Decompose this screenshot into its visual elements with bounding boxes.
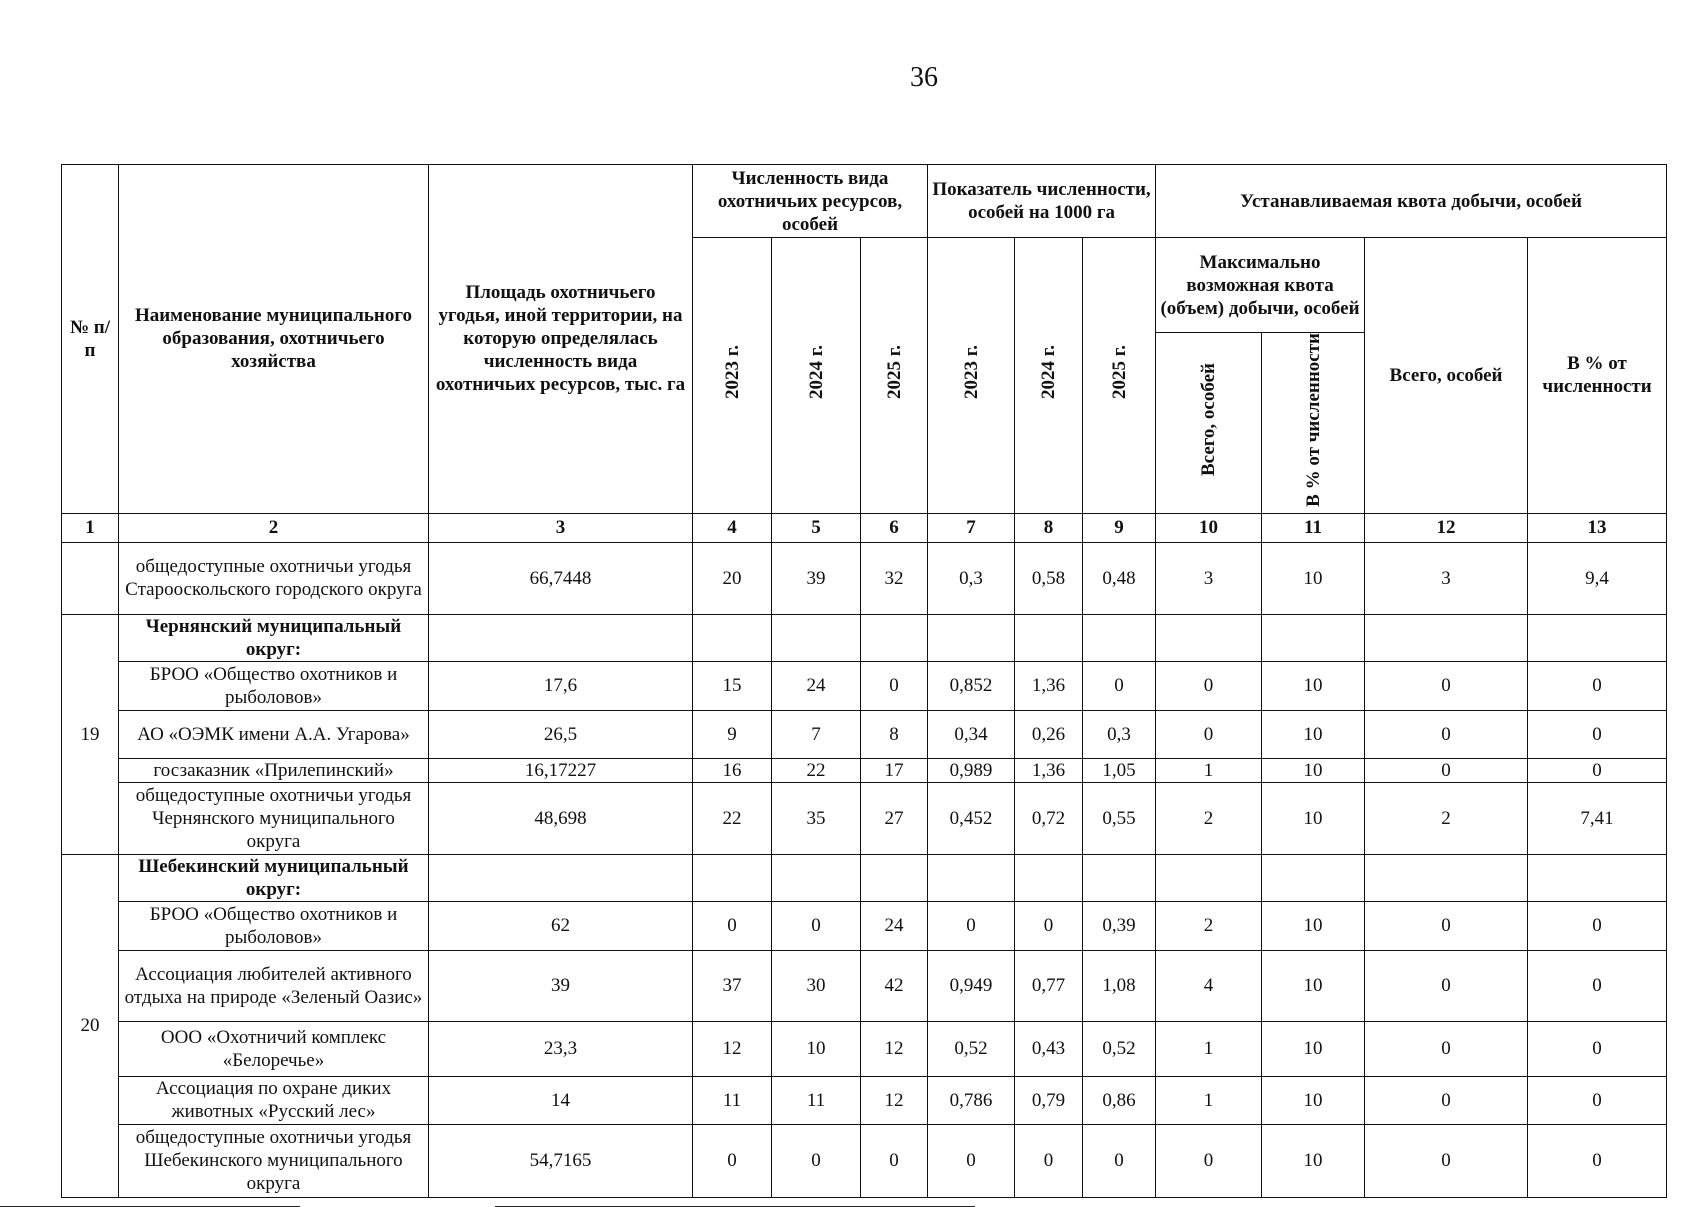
value-cell: 0 xyxy=(1528,1076,1667,1124)
row-number: 19 xyxy=(62,614,119,854)
value-cell: 22 xyxy=(693,782,772,854)
value-cell: 16 xyxy=(693,758,772,782)
value-cell: 1 xyxy=(1156,1021,1262,1076)
value-cell: 0,989 xyxy=(928,758,1015,782)
value-cell: 0 xyxy=(861,1124,928,1197)
value-cell: 35 xyxy=(772,782,861,854)
value-cell: 0 xyxy=(1528,758,1667,782)
value-cell: 0 xyxy=(1083,661,1156,710)
value-cell: 0,3 xyxy=(1083,710,1156,758)
table-row xyxy=(62,950,1667,1021)
column-number: 2 xyxy=(119,513,429,542)
table-body xyxy=(62,513,1667,1197)
value-cell: 2 xyxy=(1156,782,1262,854)
table-row xyxy=(62,710,1667,758)
value-cell: 16,17227 xyxy=(429,758,693,782)
value-cell: 7 xyxy=(772,710,861,758)
value-cell: 0 xyxy=(693,901,772,950)
value-cell: 1,36 xyxy=(1015,758,1083,782)
value-cell: 0,52 xyxy=(1083,1021,1156,1076)
table-row xyxy=(62,758,1667,782)
value-cell: 10 xyxy=(772,1021,861,1076)
header-density: Показатель численности, особей на 1000 га xyxy=(928,165,1156,238)
value-cell: 11 xyxy=(693,1076,772,1124)
row-number: 20 xyxy=(62,854,119,1197)
hunting-quota-table xyxy=(61,164,1667,1198)
value-cell: 4 xyxy=(1156,950,1262,1021)
entity-name: Ассоциация по охране диких животных «Русский лес» xyxy=(119,1076,429,1124)
empty-cell xyxy=(693,614,772,661)
header-name: Наименование муниципального образования, охотничьего хозяйства xyxy=(119,165,429,514)
value-cell: 0 xyxy=(1083,1124,1156,1197)
column-number-row xyxy=(62,513,1667,542)
group-row xyxy=(62,854,1667,901)
header-density-2025: 2025 г. xyxy=(1083,238,1156,514)
value-cell: 0,52 xyxy=(928,1021,1015,1076)
empty-cell xyxy=(1156,854,1262,901)
table-row xyxy=(62,1021,1667,1076)
entity-name: АО «ОЭМК имени А.А. Угарова» xyxy=(119,710,429,758)
value-cell: 10 xyxy=(1262,661,1365,710)
group-name: Чернянский муниципальный округ: xyxy=(119,614,429,661)
value-cell: 0 xyxy=(1156,1124,1262,1197)
value-cell: 0,786 xyxy=(928,1076,1015,1124)
empty-cell xyxy=(772,854,861,901)
empty-cell xyxy=(861,614,928,661)
header-quota: Устанавливаемая квота добычи, особей xyxy=(1156,165,1667,238)
value-cell: 11 xyxy=(772,1076,861,1124)
empty-cell xyxy=(1156,614,1262,661)
value-cell: 24 xyxy=(772,661,861,710)
column-number: 11 xyxy=(1262,513,1365,542)
value-cell: 23,3 xyxy=(429,1021,693,1076)
empty-cell xyxy=(1015,614,1083,661)
table-row xyxy=(62,782,1667,854)
value-cell: 0 xyxy=(1365,1076,1528,1124)
table-row xyxy=(62,542,1667,614)
group-name: Шебекинский муниципальный округ: xyxy=(119,854,429,901)
value-cell: 48,698 xyxy=(429,782,693,854)
value-cell: 0,3 xyxy=(928,542,1015,614)
value-cell: 1 xyxy=(1156,1076,1262,1124)
value-cell: 24 xyxy=(861,901,928,950)
value-cell: 0 xyxy=(1528,1124,1667,1197)
value-cell: 9 xyxy=(693,710,772,758)
value-cell: 0 xyxy=(1156,661,1262,710)
empty-cell xyxy=(693,854,772,901)
value-cell: 17,6 xyxy=(429,661,693,710)
column-number: 12 xyxy=(1365,513,1528,542)
value-cell: 20 xyxy=(693,542,772,614)
value-cell: 0 xyxy=(1365,1124,1528,1197)
empty-cell xyxy=(1365,854,1528,901)
value-cell: 0 xyxy=(928,901,1015,950)
empty-cell xyxy=(772,614,861,661)
empty-cell xyxy=(1528,614,1667,661)
value-cell: 0 xyxy=(928,1124,1015,1197)
entity-name: общедоступные охотничьи угодья Старооскольского городского округа xyxy=(119,542,429,614)
header-max-quota: Максимально возможная квота (объем) добычи, особей xyxy=(1156,238,1365,333)
empty-cell xyxy=(429,854,693,901)
value-cell: 0,48 xyxy=(1083,542,1156,614)
value-cell: 0 xyxy=(1365,950,1528,1021)
value-cell: 62 xyxy=(429,901,693,950)
value-cell: 27 xyxy=(861,782,928,854)
value-cell: 0 xyxy=(1528,661,1667,710)
value-cell: 0,452 xyxy=(928,782,1015,854)
entity-name: общедоступные охотничьи угодья Шебекинского муниципального округа xyxy=(119,1124,429,1197)
value-cell: 0 xyxy=(1365,710,1528,758)
column-number: 13 xyxy=(1528,513,1667,542)
value-cell: 10 xyxy=(1262,1076,1365,1124)
table-row xyxy=(62,1076,1667,1124)
value-cell: 0 xyxy=(1365,901,1528,950)
value-cell: 9,4 xyxy=(1528,542,1667,614)
value-cell: 1,05 xyxy=(1083,758,1156,782)
column-number: 3 xyxy=(429,513,693,542)
value-cell: 10 xyxy=(1262,901,1365,950)
empty-cell xyxy=(429,614,693,661)
value-cell: 0,39 xyxy=(1083,901,1156,950)
value-cell: 0 xyxy=(1528,710,1667,758)
value-cell: 37 xyxy=(693,950,772,1021)
empty-cell xyxy=(1365,614,1528,661)
value-cell: 0,86 xyxy=(1083,1076,1156,1124)
value-cell: 3 xyxy=(1156,542,1262,614)
value-cell: 10 xyxy=(1262,1021,1365,1076)
value-cell: 10 xyxy=(1262,782,1365,854)
table-row xyxy=(62,661,1667,710)
value-cell: 17 xyxy=(861,758,928,782)
value-cell: 0,72 xyxy=(1015,782,1083,854)
value-cell: 0 xyxy=(1528,1021,1667,1076)
value-cell: 10 xyxy=(1262,710,1365,758)
empty-cell xyxy=(1262,854,1365,901)
header-max-total: Всего, особей xyxy=(1156,333,1262,514)
value-cell: 26,5 xyxy=(429,710,693,758)
empty-cell xyxy=(1083,854,1156,901)
group-row xyxy=(62,614,1667,661)
value-cell: 0,77 xyxy=(1015,950,1083,1021)
empty-cell xyxy=(861,854,928,901)
header-area: Площадь охотничьего угодья, иной территории, на которую определялась численность вида охотничьих ресурсов, тыс. га xyxy=(429,165,693,514)
header-pop-2025: 2025 г. xyxy=(861,238,928,514)
entity-name: общедоступные охотничьи угодья Чернянского муниципального округа xyxy=(119,782,429,854)
value-cell: 39 xyxy=(772,542,861,614)
entity-name: БРОО «Общество охотников и рыболовов» xyxy=(119,661,429,710)
value-cell: 12 xyxy=(861,1021,928,1076)
column-number: 8 xyxy=(1015,513,1083,542)
value-cell: 54,7165 xyxy=(429,1124,693,1197)
value-cell: 0 xyxy=(1156,710,1262,758)
value-cell: 8 xyxy=(861,710,928,758)
column-number: 1 xyxy=(62,513,119,542)
table-row xyxy=(62,1124,1667,1197)
column-number: 7 xyxy=(928,513,1015,542)
value-cell: 0 xyxy=(1015,1124,1083,1197)
value-cell: 1,08 xyxy=(1083,950,1156,1021)
empty-cell xyxy=(1015,854,1083,901)
value-cell: 0 xyxy=(1015,901,1083,950)
value-cell: 22 xyxy=(772,758,861,782)
value-cell: 0 xyxy=(1365,661,1528,710)
value-cell: 10 xyxy=(1262,542,1365,614)
value-cell: 39 xyxy=(429,950,693,1021)
header-pop-2024: 2024 г. xyxy=(772,238,861,514)
value-cell: 0,852 xyxy=(928,661,1015,710)
value-cell: 0,26 xyxy=(1015,710,1083,758)
row-number xyxy=(62,542,119,614)
value-cell: 1,36 xyxy=(1015,661,1083,710)
value-cell: 66,7448 xyxy=(429,542,693,614)
value-cell: 10 xyxy=(1262,758,1365,782)
entity-name: госзаказник «Прилепинский» xyxy=(119,758,429,782)
table-row xyxy=(62,901,1667,950)
value-cell: 10 xyxy=(1262,1124,1365,1197)
empty-cell xyxy=(928,854,1015,901)
value-cell: 0,55 xyxy=(1083,782,1156,854)
value-cell: 0 xyxy=(1365,758,1528,782)
value-cell: 15 xyxy=(693,661,772,710)
value-cell: 0,34 xyxy=(928,710,1015,758)
header-pct: В % от численности xyxy=(1528,238,1667,514)
value-cell: 0 xyxy=(1365,1021,1528,1076)
header-num: № п/п xyxy=(62,165,119,514)
column-number: 9 xyxy=(1083,513,1156,542)
empty-cell xyxy=(1528,854,1667,901)
page-number: 36 xyxy=(910,62,938,93)
value-cell: 0 xyxy=(1528,901,1667,950)
value-cell: 1 xyxy=(1156,758,1262,782)
value-cell: 32 xyxy=(861,542,928,614)
value-cell: 42 xyxy=(861,950,928,1021)
value-cell: 7,41 xyxy=(1528,782,1667,854)
value-cell: 0 xyxy=(772,1124,861,1197)
column-number: 5 xyxy=(772,513,861,542)
column-number: 10 xyxy=(1156,513,1262,542)
column-number: 4 xyxy=(693,513,772,542)
empty-cell xyxy=(1262,614,1365,661)
column-number: 6 xyxy=(861,513,928,542)
value-cell: 10 xyxy=(1262,950,1365,1021)
entity-name: ООО «Охотничий комплекс «Белоречье» xyxy=(119,1021,429,1076)
empty-cell xyxy=(1083,614,1156,661)
value-cell: 0 xyxy=(861,661,928,710)
header-density-2024: 2024 г. xyxy=(1015,238,1083,514)
value-cell: 12 xyxy=(693,1021,772,1076)
value-cell: 30 xyxy=(772,950,861,1021)
value-cell: 0,43 xyxy=(1015,1021,1083,1076)
value-cell: 0,79 xyxy=(1015,1076,1083,1124)
value-cell: 2 xyxy=(1365,782,1528,854)
value-cell: 14 xyxy=(429,1076,693,1124)
entity-name: БРОО «Общество охотников и рыболовов» xyxy=(119,901,429,950)
value-cell: 0 xyxy=(772,901,861,950)
header-population: Численность вида охотничьих ресурсов, особей xyxy=(693,165,928,238)
value-cell: 0,58 xyxy=(1015,542,1083,614)
empty-cell xyxy=(928,614,1015,661)
header-pop-2023: 2023 г. xyxy=(693,238,772,514)
header-max-pct: В % от численности xyxy=(1262,333,1365,514)
value-cell: 2 xyxy=(1156,901,1262,950)
value-cell: 0,949 xyxy=(928,950,1015,1021)
header-total: Всего, особей xyxy=(1365,238,1528,514)
value-cell: 12 xyxy=(861,1076,928,1124)
value-cell: 3 xyxy=(1365,542,1528,614)
entity-name: Ассоциация любителей активного отдыха на природе «Зеленый Оазис» xyxy=(119,950,429,1021)
header-density-2023: 2023 г. xyxy=(928,238,1015,514)
value-cell: 0 xyxy=(693,1124,772,1197)
value-cell: 0 xyxy=(1528,950,1667,1021)
